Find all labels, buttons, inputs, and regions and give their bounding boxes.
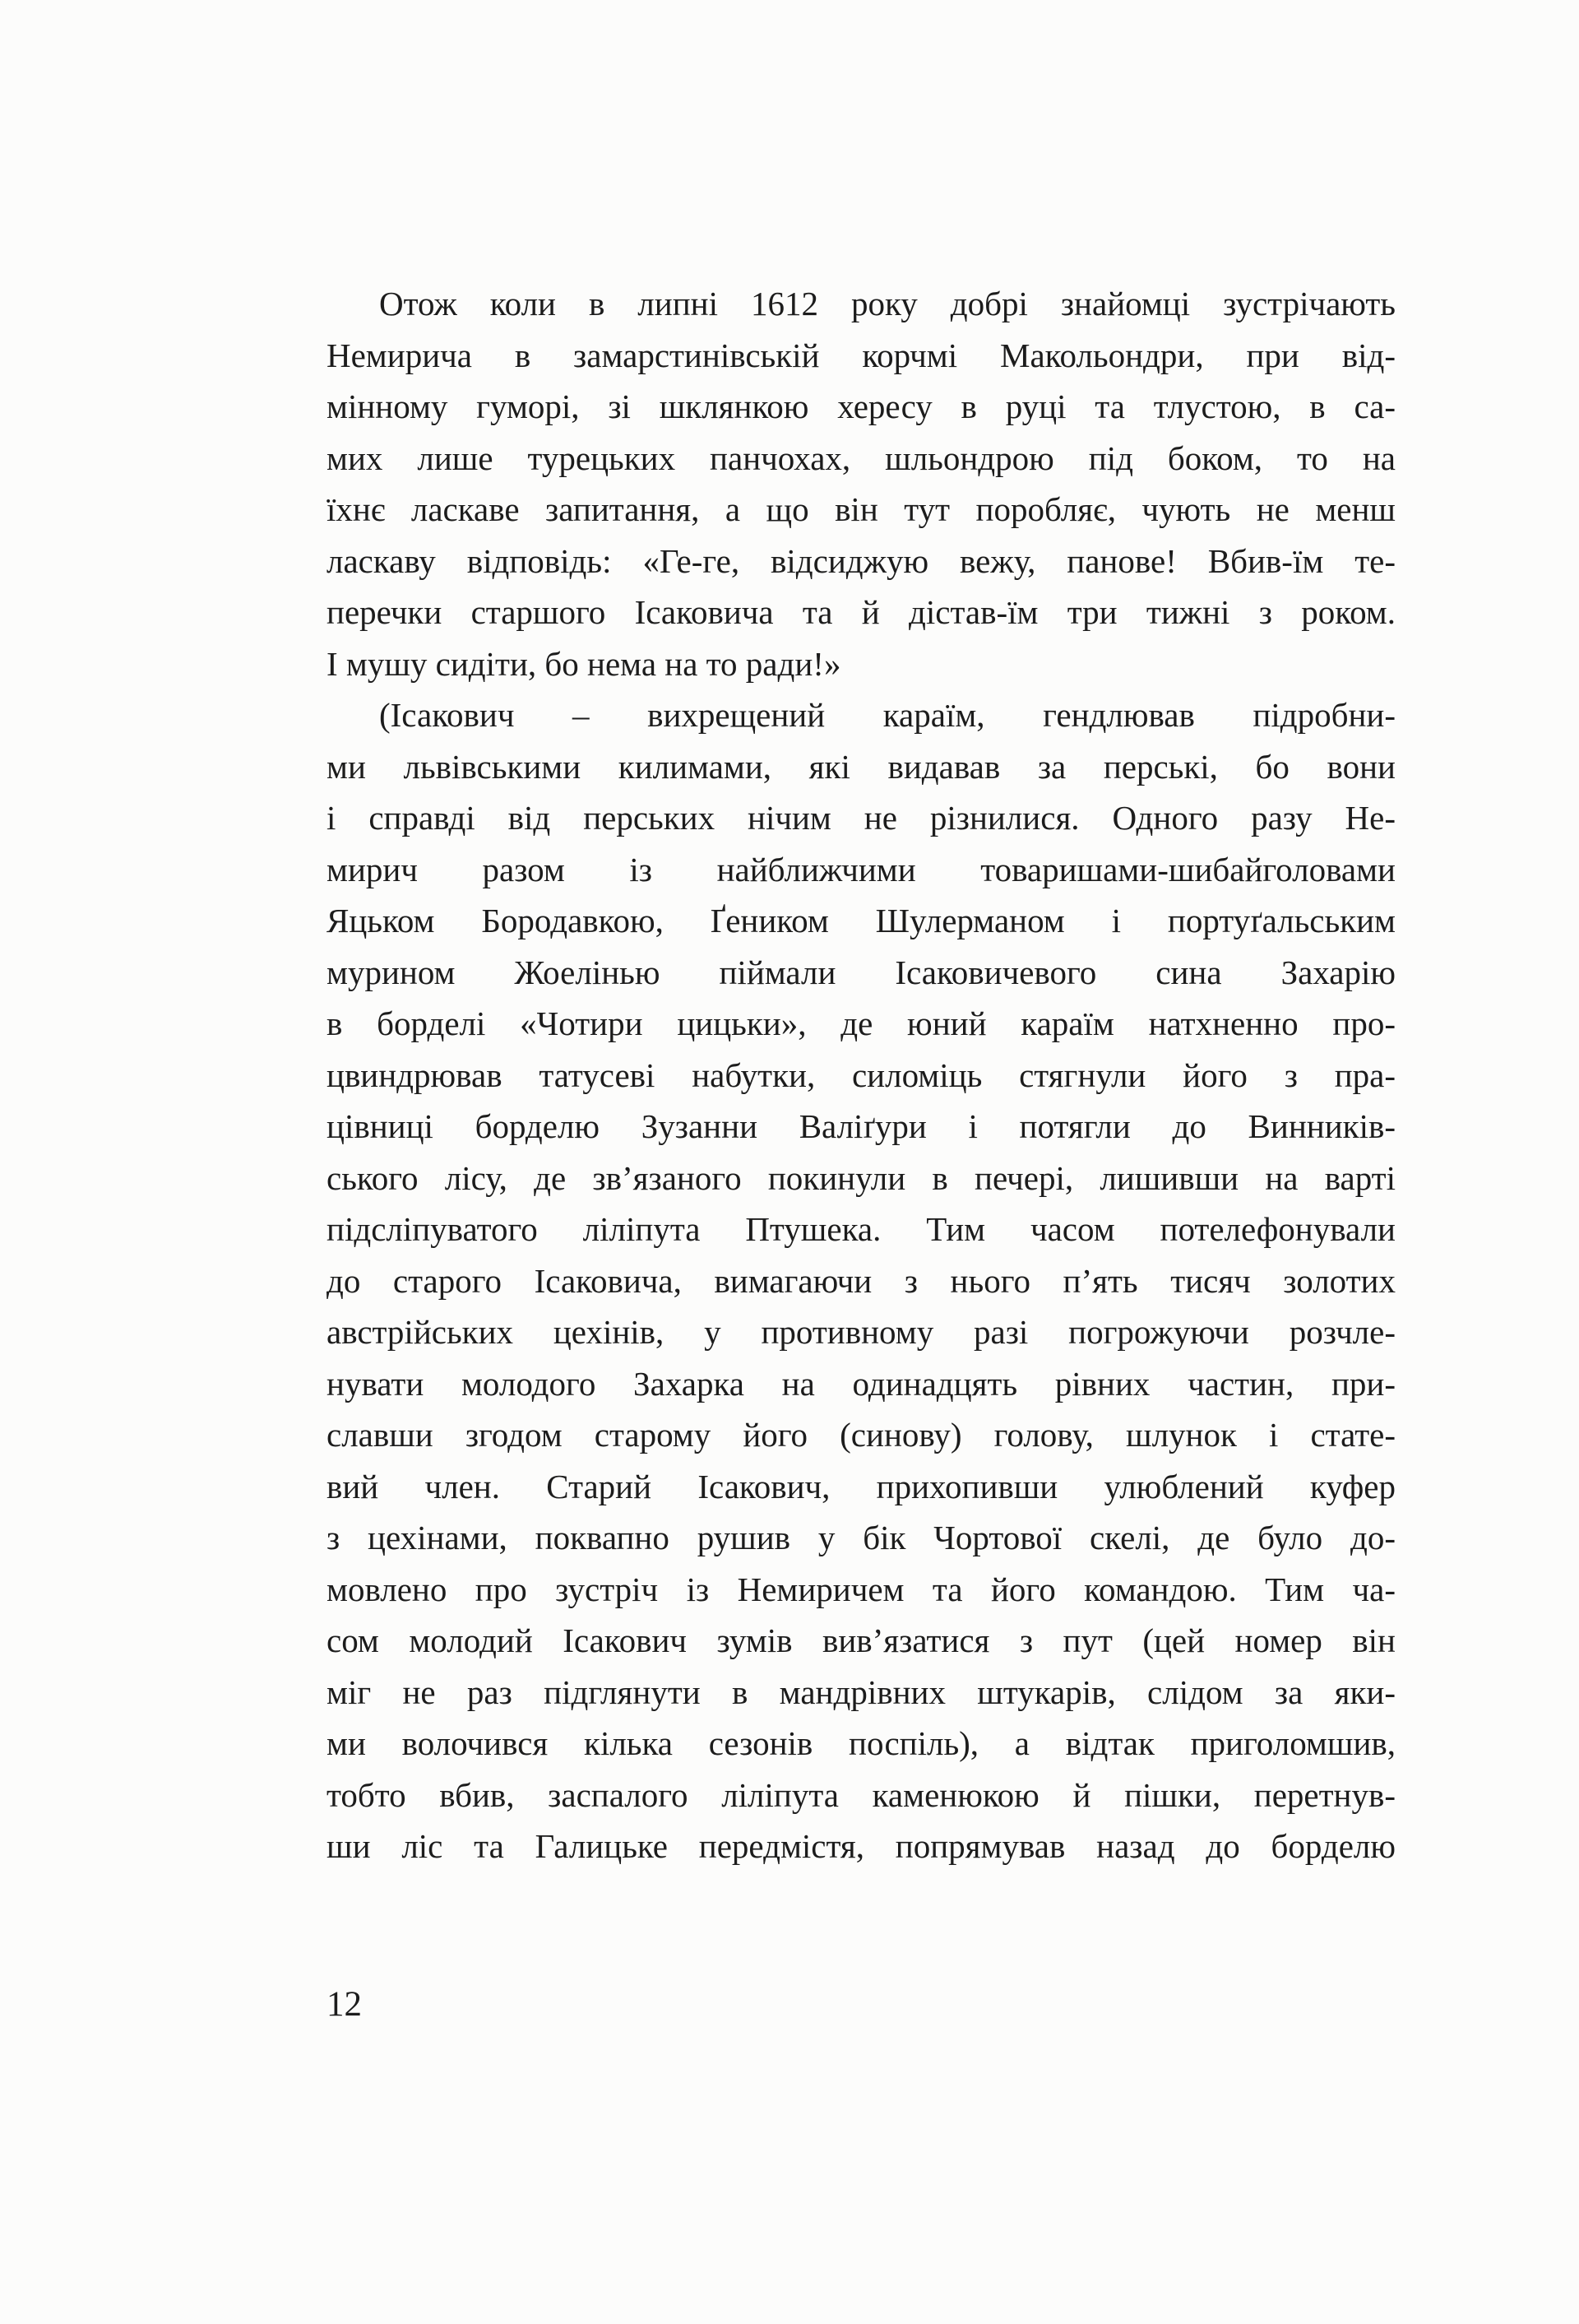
- text-line: мовлено про зустріч із Немиричем та його командою. Тим ча-: [326, 1570, 1396, 1608]
- text-line: славши згодом старому його (синову) голову, шлунок і стате-: [326, 1416, 1396, 1454]
- text-line: сом молодий Ісакович зумів вив’язатися з пут (цей номер він: [326, 1621, 1396, 1659]
- text-line: І мушу сидіти, бо нема на то ради!»: [326, 644, 841, 683]
- text-line: їхнє ласкаве запитання, а що він тут поробляє, чують не менш: [326, 490, 1396, 528]
- text-line: підсліпуватого ліліпута Птушека. Тим часом потелефонували: [326, 1210, 1396, 1248]
- text-line: мінному гуморі, зі шклянкою хересу в руці та тлустою, в са-: [326, 387, 1396, 425]
- text-line: ши ліс та Галицьке передмістя, попрямував назад до борделю: [326, 1827, 1396, 1865]
- text-line: з цехінами, поквапно рушив у бік Чортової скелі, де було до-: [326, 1519, 1396, 1556]
- text-line: Яцьком Бородавкою, Ґеником Шулерманом і портуґальським: [326, 902, 1396, 939]
- paragraph: [326, 278, 1396, 689]
- paragraph: [326, 689, 1396, 1872]
- text-line: Немирича в замарстинівській корчмі Макольондри, при від-: [326, 336, 1396, 374]
- text-line: цівниці борделю Зузанни Валіґури і потягли до Винників-: [326, 1107, 1396, 1145]
- text-line: ми львівськими килимами, які видавав за перські, бо вони: [326, 747, 1396, 786]
- text-line: (Ісакович – вихрещений караїм, гендлював підробни-: [379, 696, 1396, 734]
- text-line: мурином Жоелінью піймали Ісаковичевого сина Захарію: [326, 953, 1396, 991]
- text-line: міг не раз підглянути в мандрівних штукарів, слідом за яки-: [326, 1672, 1396, 1711]
- text-line: ми волочився кілька сезонів поспіль), а відтак приголомшив,: [326, 1724, 1396, 1762]
- text-line: австрійських цехінів, у противному разі погрожуючи розчле-: [326, 1313, 1396, 1351]
- text-line: в борделі «Чотири цицьки», де юний караїм натхненно про-: [326, 1004, 1396, 1042]
- text-line: тобто вбив, заспалого ліліпута каменюкою й пішки, перетнув-: [326, 1775, 1396, 1814]
- text-line: Отож коли в липні 1612 року добрі знайомці зустрічають: [379, 285, 1396, 322]
- text-line: ласкаву відповідь: «Ге-ге, відсиджую вежу, панове! Вбив-їм те-: [326, 541, 1396, 580]
- text-line: мирич разом із найближчими товаришами-шибайголовами: [326, 850, 1396, 888]
- text-line: до старого Ісаковича, вимагаючи з нього п’ять тисяч золотих: [326, 1261, 1396, 1300]
- text-line: ського лісу, де зв’язаного покинули в печері, лишивши на варті: [326, 1158, 1396, 1197]
- text-block: [326, 278, 1396, 1872]
- text-line: цвиндрював татусеві набутки, силоміць стягнули його з пра-: [326, 1055, 1396, 1094]
- text-line: і справді від перських нічим не різнилися. Одного разу Не-: [326, 799, 1396, 837]
- text-line: нувати молодого Захарка на одинадцять рівних частин, при-: [326, 1364, 1396, 1403]
- page-number: 12: [326, 1985, 362, 2024]
- text-line: мих лише турецьких панчохах, шльондрою під боком, то на: [326, 438, 1396, 477]
- text-line: перечки старшого Ісаковича та й дістав-їм три тижні з роком.: [326, 593, 1396, 631]
- text-line: вий член. Старий Ісакович, прихопивши улюблений куфер: [326, 1467, 1396, 1505]
